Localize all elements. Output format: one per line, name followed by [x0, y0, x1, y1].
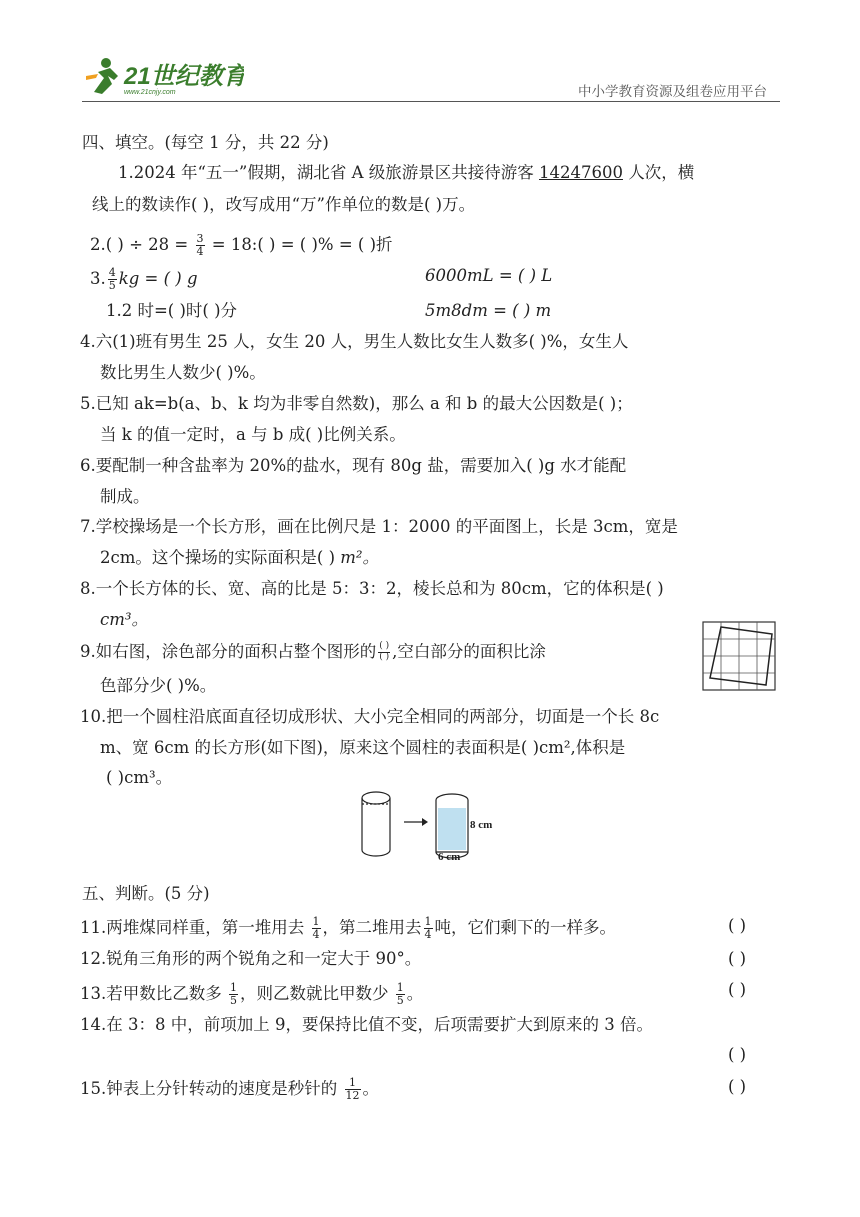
q11: 11.两堆煤同样重，第一堆用去 $\frac{1}{4}$ ，第二堆用去 $\frac{1}{4}$ 吨，它们剩下的一样多。	[80, 915, 616, 942]
q7-line1: 7.学校操场是一个长方形，画在比例尺是 1：2000 的平面图上，长是 3cm，宽是	[80, 517, 678, 536]
svg-text:21世纪教育: 21世纪教育	[124, 63, 244, 90]
q1-line1: 1.2024 年“五一”假期，湖北省 A 级旅游景区共接待游客 14247600 人次，横	[118, 163, 695, 182]
q8-line2: cm³。	[100, 610, 149, 629]
q6-line2: 制成。	[100, 487, 150, 506]
q11-answer-paren[interactable]: ( )	[728, 916, 747, 935]
q8-line1: 8.一个长方体的长、宽、高的比是 5：3：2，棱长总和为 80cm，它的体积是( )	[80, 579, 664, 598]
section5-title: 五、判断。(5 分)	[82, 884, 210, 903]
q3-length: 5m8dm = ( ) m	[425, 301, 552, 320]
q12: 12.锐角三角形的两个锐角之和一定大于 90°。	[80, 949, 422, 968]
site-logo	[84, 54, 244, 98]
q6-line1: 6.要配制一种含盐率为 20%的盐水，现有 80g 盐，需要加入( )g 水才能配	[80, 456, 627, 475]
runner-icon	[86, 58, 118, 94]
q15: 15.钟表上分针转动的速度是秒针的 $\frac{1}{12}$ 。	[80, 1076, 379, 1103]
shaded-square-figure	[702, 621, 776, 695]
q9-line1: 9.如右图，涂色部分的面积占整个图形的 $\frac{( )}{( )}$ ,空白部分的面积比涂	[80, 641, 546, 662]
q5-line2: 当 k 的值一定时，a 与 b 成( )比例关系。	[100, 425, 406, 444]
q3-ml-to-l: 6000mL = ( ) L	[425, 266, 553, 285]
q4-line2: 数比男生人数少( )%。	[100, 363, 266, 382]
svg-text:8 cm: 8 cm	[470, 819, 493, 831]
section4-title: 四、填空。(每空 1 分，共 22 分)	[82, 133, 329, 152]
q3-row1: 3. $\frac{4}{5}$ kg = ( ) g	[90, 266, 198, 293]
q10-line1: 10.把一个圆柱沿底面直径切成形状、大小完全相同的两部分，切面是一个长 8c	[80, 707, 660, 726]
q10-line3: ( )cm³。	[106, 768, 173, 787]
q4-line1: 4.六(1)班有男生 25 人，女生 20 人，男生人数比女生人数多( )%，女生人	[80, 332, 629, 351]
platform-name: 中小学教育资源及组卷应用平台	[578, 84, 767, 100]
q15-answer-paren[interactable]: ( )	[728, 1077, 747, 1096]
q14: 14.在 3：8 中，前项加上 9，要保持比值不变，后项需要扩大到原来的 3 倍。	[80, 1015, 653, 1034]
q14-answer-paren[interactable]: ( )	[728, 1045, 747, 1064]
q7-line2: 2cm。这个操场的实际面积是( ) m²。	[100, 548, 380, 567]
cylinder-cut-figure	[356, 786, 516, 866]
svg-text:6 cm: 6 cm	[438, 851, 461, 862]
q3-hours: 1.2 时=( )时( )分	[106, 301, 238, 320]
q13: 13.若甲数比乙数多 $\frac{1}{5}$ ，则乙数就比甲数少 $\frac{1}{5}$ 。	[80, 981, 424, 1008]
q5-line1: 5.已知 ak=b(a、b、k 均为非零自然数)，那么 a 和 b 的最大公因数是( )；	[80, 394, 633, 413]
q2: 2.( ) ÷ 28 = $\frac{3}{4}$ = 18:( ) = ( )% = ( )折	[90, 232, 393, 259]
q13-answer-paren[interactable]: ( )	[728, 980, 747, 999]
q9-line2: 色部分少( )%。	[100, 676, 217, 695]
arrow-right-icon	[404, 818, 428, 826]
q1-line2: 线上的数读作( )，改写成用“万”作单位的数是( )万。	[92, 195, 476, 214]
q10-line2: m、宽 6cm 的长方形(如下图)，原来这个圆柱的表面积是( )cm²,体积是	[100, 738, 626, 757]
q12-answer-paren[interactable]: ( )	[728, 949, 747, 968]
svg-text:www.21cnjy.com: www.21cnjy.com	[124, 89, 176, 96]
header-divider	[82, 101, 780, 102]
